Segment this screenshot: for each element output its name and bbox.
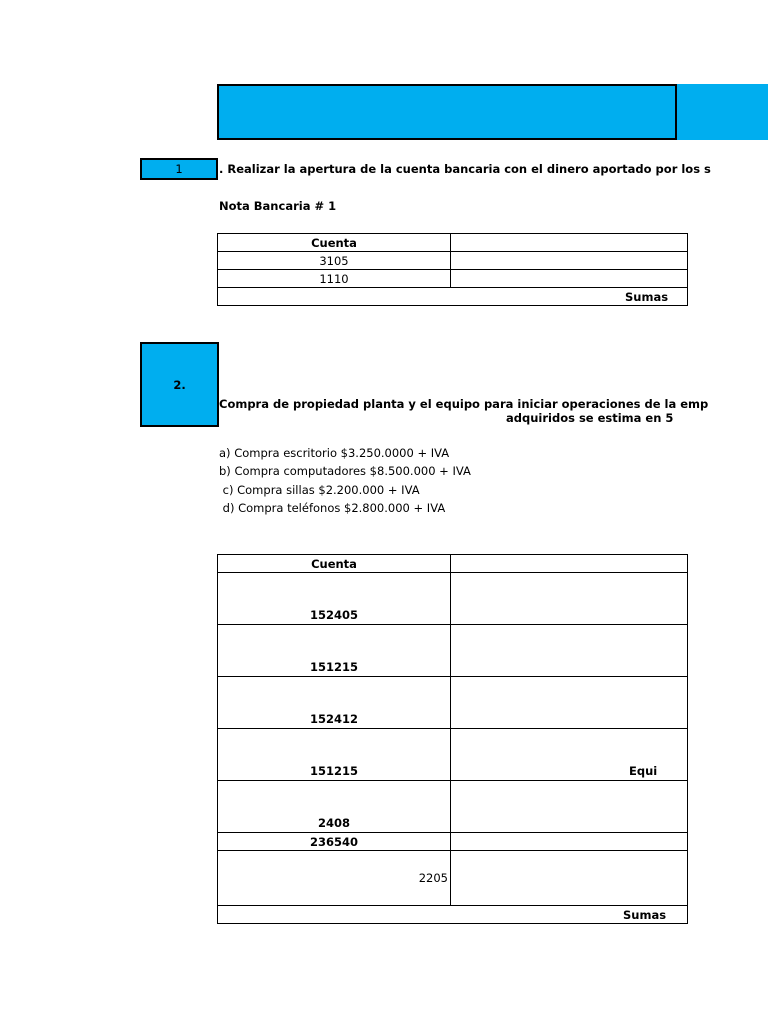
purchase-item: a) Compra escritorio $3.250.0000 + IVA: [219, 446, 450, 460]
header-cuenta: Cuenta: [218, 234, 451, 252]
detail-cell: [451, 573, 688, 625]
note-title: Nota Bancaria # 1: [219, 199, 337, 213]
detail-cell: [451, 270, 688, 288]
table-row: [218, 573, 688, 625]
account-cell: 236540: [218, 833, 451, 851]
table-row: [218, 252, 688, 270]
detail-cell: [451, 781, 688, 833]
purchase-item: d) Compra teléfonos $2.800.000 + IVA: [219, 501, 446, 515]
detail-cell: [451, 677, 688, 729]
instruction-2-line2: adquiridos se estima en 5: [506, 411, 674, 425]
account-cell: 152405: [218, 573, 451, 625]
step-number-2: 2.: [173, 377, 186, 392]
account-cell: 151215: [218, 729, 451, 781]
instruction-1: . Realizar la apertura de la cuenta bancaria con el dinero aportado por los s: [219, 162, 711, 176]
account-cell: 1110: [218, 270, 451, 288]
detail-cell: [451, 625, 688, 677]
sums-label: Sumas: [218, 288, 688, 306]
account-cell: 2408: [218, 781, 451, 833]
sums-label: Sumas: [218, 906, 688, 924]
header-cuenta: Cuenta: [218, 555, 451, 573]
title-banner: [217, 84, 677, 140]
detail-cell: [451, 252, 688, 270]
detail-cell: [451, 851, 688, 906]
purchase-item: c) Compra sillas $2.200.000 + IVA: [219, 483, 420, 497]
purchase-item: b) Compra computadores $8.500.000 + IVA: [219, 464, 471, 478]
account-cell: 2205: [218, 851, 451, 906]
table-row: [218, 851, 688, 906]
account-cell: 151215: [218, 625, 451, 677]
table-header-row: [218, 555, 688, 573]
detail-cell: [451, 833, 688, 851]
table-row: [218, 677, 688, 729]
sums-row: [218, 906, 688, 924]
table-row: [218, 781, 688, 833]
table-row: [218, 729, 688, 781]
table-row: [218, 833, 688, 851]
header-cell: [451, 234, 688, 252]
step-number-box-2: [140, 342, 219, 427]
step-number-1: 1: [175, 162, 183, 176]
table-row: [218, 625, 688, 677]
header-cell: [451, 555, 688, 573]
step-number-box-1: [140, 158, 218, 180]
instruction-2-line1: Compra de propiedad planta y el equipo para iniciar operaciones de la emp: [219, 397, 709, 411]
account-cell: 152412: [218, 677, 451, 729]
journal-table-2: [217, 554, 688, 924]
table-header-row: [218, 234, 688, 252]
journal-table-1: [217, 233, 688, 306]
account-cell: 3105: [218, 252, 451, 270]
sums-row: [218, 288, 688, 306]
detail-cell: Equi: [451, 729, 688, 781]
table-row: [218, 270, 688, 288]
